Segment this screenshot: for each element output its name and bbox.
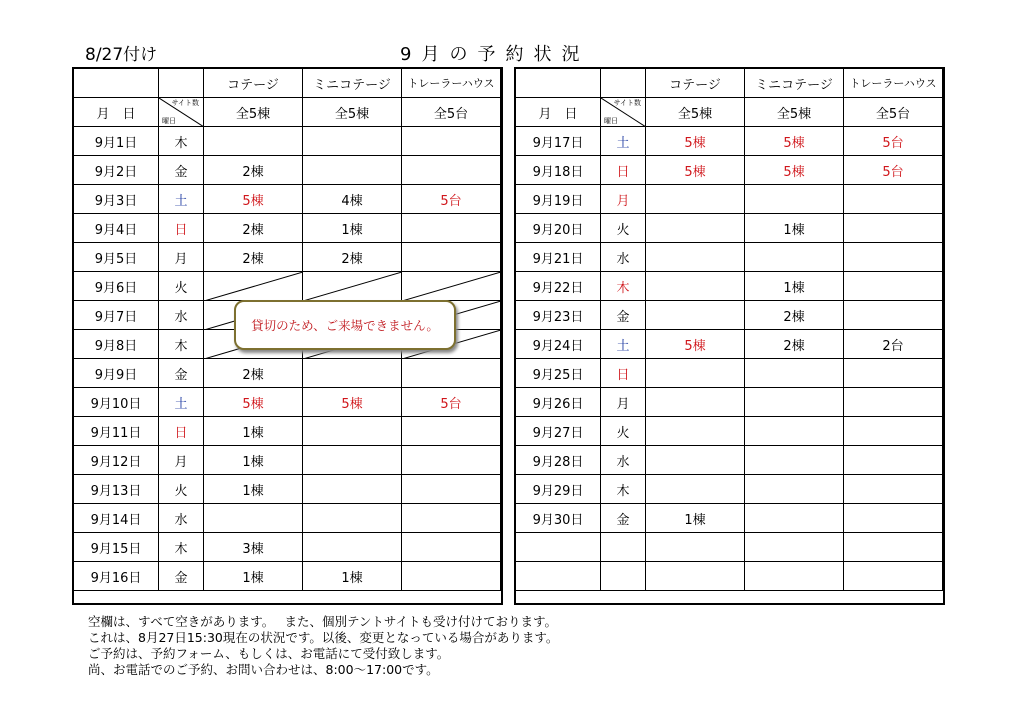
weekday-cell: 金	[159, 156, 204, 185]
cottage-cell	[204, 127, 303, 156]
table-row	[74, 214, 501, 243]
weekday-cell: 金	[601, 301, 646, 330]
date-cell: 9月20日	[516, 214, 601, 243]
date-cell: 9月26日	[516, 388, 601, 417]
weekday-cell: 日	[601, 359, 646, 388]
table-row	[516, 388, 943, 417]
trailer-cell	[844, 272, 943, 301]
weekday-cell	[601, 562, 646, 591]
mini-cottage-cell: 2棟	[303, 243, 402, 272]
cottage-cell	[646, 533, 745, 562]
sites-label: サイト数	[613, 99, 641, 107]
date-cell: 9月5日	[74, 243, 159, 272]
table-row	[74, 388, 501, 417]
cottage-total: 全5棟	[646, 98, 745, 127]
cottage-cell: 5棟	[646, 330, 745, 359]
trailer-cell	[402, 359, 501, 388]
weekday-cell: 水	[159, 301, 204, 330]
date-cell: 9月16日	[74, 562, 159, 591]
weekday-label: 曜日	[162, 117, 176, 125]
header-blank	[74, 69, 159, 98]
cottage-cell: 2棟	[204, 359, 303, 388]
mini-cottage-cell: 5棟	[745, 156, 844, 185]
mini-cottage-cell	[303, 446, 402, 475]
trailer-cell: 5台	[844, 127, 943, 156]
footer-notes	[88, 614, 558, 678]
table-row	[516, 533, 943, 562]
trailer-cell	[402, 533, 501, 562]
cottage-cell: 1棟	[204, 446, 303, 475]
date-cell: 9月2日	[74, 156, 159, 185]
mini-total: 全5棟	[303, 98, 402, 127]
table-row	[74, 446, 501, 475]
trailer-cell	[844, 301, 943, 330]
trailer-cell	[402, 272, 501, 301]
mini-cottage-cell	[303, 359, 402, 388]
weekday-cell: 月	[601, 185, 646, 214]
date-cell: 9月30日	[516, 504, 601, 533]
mini-cottage-cell	[745, 185, 844, 214]
sites-label: サイト数	[171, 99, 199, 107]
date-cell: 9月19日	[516, 185, 601, 214]
mini-cottage-cell	[745, 243, 844, 272]
table-row	[516, 301, 943, 330]
date-cell: 9月10日	[74, 388, 159, 417]
table-row	[516, 330, 943, 359]
weekday-cell: 木	[159, 533, 204, 562]
weekday-cell: 金	[601, 504, 646, 533]
mini-cottage-cell: 1棟	[745, 214, 844, 243]
date-cell: 9月22日	[516, 272, 601, 301]
weekday-cell: 木	[601, 475, 646, 504]
header-blank	[516, 69, 601, 98]
trailer-cell	[844, 446, 943, 475]
cottage-cell	[646, 417, 745, 446]
table-row	[516, 243, 943, 272]
trailer-cell	[844, 185, 943, 214]
date-cell: 9月7日	[74, 301, 159, 330]
cottage-cell	[646, 272, 745, 301]
private-booking-notice: 貸切のため、ご来場できません。	[234, 300, 456, 350]
weekday-cell: 木	[159, 127, 204, 156]
col-header-trailer-house: トレーラーハウス	[844, 69, 943, 98]
hatch-line	[204, 272, 303, 301]
table-row	[74, 417, 501, 446]
cottage-cell: 3棟	[204, 533, 303, 562]
table-row	[74, 272, 501, 301]
mini-cottage-cell: 1棟	[303, 562, 402, 591]
weekday-cell: 月	[159, 243, 204, 272]
trailer-cell	[844, 562, 943, 591]
cottage-cell	[204, 504, 303, 533]
weekday-cell: 日	[159, 417, 204, 446]
mini-cottage-cell: 2棟	[745, 330, 844, 359]
schedule-table-right	[515, 68, 943, 591]
weekday-cell: 木	[159, 330, 204, 359]
mini-cottage-cell: 2棟	[745, 301, 844, 330]
mini-cottage-cell: 1棟	[303, 214, 402, 243]
cottage-cell	[646, 475, 745, 504]
footer-line: ご予約は、予約フォーム、もしくは、お電話にて受付致します。	[88, 646, 450, 661]
cottage-cell	[646, 562, 745, 591]
table-row	[74, 185, 501, 214]
table-row	[74, 359, 501, 388]
trailer-cell: 5台	[402, 185, 501, 214]
table-row	[74, 243, 501, 272]
date-cell: 9月17日	[516, 127, 601, 156]
table-row	[516, 417, 943, 446]
cottage-cell	[646, 388, 745, 417]
weekday-cell: 日	[159, 214, 204, 243]
weekday-cell: 火	[159, 475, 204, 504]
mini-cottage-cell	[303, 504, 402, 533]
mini-cottage-cell	[303, 533, 402, 562]
weekday-cell: 土	[601, 330, 646, 359]
trailer-cell	[402, 156, 501, 185]
cottage-cell: 1棟	[204, 417, 303, 446]
trailer-cell	[402, 214, 501, 243]
mini-cottage-cell: 5棟	[303, 388, 402, 417]
corner-cell	[159, 98, 204, 127]
weekday-cell: 水	[601, 243, 646, 272]
table-row	[516, 156, 943, 185]
cottage-cell: 5棟	[646, 156, 745, 185]
weekday-cell: 土	[159, 185, 204, 214]
weekday-cell: 月	[159, 446, 204, 475]
date-cell: 9月15日	[74, 533, 159, 562]
table-row	[516, 562, 943, 591]
date-cell: 9月9日	[74, 359, 159, 388]
weekday-cell: 木	[601, 272, 646, 301]
footer-line: これは、8月27日15:30現在の状況です。以後、変更となっている場合があります。	[88, 630, 559, 645]
cottage-cell: 1棟	[204, 562, 303, 591]
weekday-cell: 火	[159, 272, 204, 301]
mini-cottage-cell	[303, 475, 402, 504]
mini-cottage-cell: 5棟	[745, 127, 844, 156]
cottage-total: 全5棟	[204, 98, 303, 127]
col-header-mini-cottage: ミニコテージ	[745, 69, 844, 98]
date-cell	[516, 562, 601, 591]
page-title: 9月の予約状況	[400, 44, 590, 65]
date-cell: 9月11日	[74, 417, 159, 446]
weekday-cell: 土	[159, 388, 204, 417]
date-cell: 9月3日	[74, 185, 159, 214]
table-row	[516, 446, 943, 475]
table-row	[74, 156, 501, 185]
mini-cottage-cell	[745, 504, 844, 533]
weekday-cell: 金	[159, 359, 204, 388]
trailer-cell: 2台	[844, 330, 943, 359]
weekday-label: 曜日	[604, 117, 618, 125]
footer-line: 空欄は、すべて空きがあります。 また、個別テントサイトも受け付けております。	[88, 614, 557, 629]
trailer-cell	[844, 504, 943, 533]
trailer-cell	[402, 127, 501, 156]
date-cell	[516, 533, 601, 562]
cottage-cell	[646, 185, 745, 214]
table-row	[74, 504, 501, 533]
table-row	[74, 475, 501, 504]
cottage-cell	[646, 446, 745, 475]
trailer-cell	[844, 214, 943, 243]
trailer-cell	[844, 417, 943, 446]
mini-cottage-cell: 4棟	[303, 185, 402, 214]
weekday-cell: 土	[601, 127, 646, 156]
cottage-cell: 1棟	[204, 475, 303, 504]
cottage-cell: 2棟	[204, 156, 303, 185]
mini-cottage-cell	[303, 156, 402, 185]
trailer-cell	[402, 504, 501, 533]
header-blank	[159, 69, 204, 98]
trailer-cell	[402, 562, 501, 591]
header-blank	[601, 69, 646, 98]
cottage-cell	[646, 243, 745, 272]
trailer-cell: 5台	[844, 156, 943, 185]
trailer-cell	[844, 475, 943, 504]
date-cell: 9月21日	[516, 243, 601, 272]
cottage-cell: 2棟	[204, 214, 303, 243]
col-header-date: 月 日	[516, 98, 601, 127]
trailer-cell	[844, 243, 943, 272]
mini-cottage-cell	[745, 446, 844, 475]
trailer-cell	[844, 359, 943, 388]
cottage-cell	[646, 214, 745, 243]
date-cell: 9月23日	[516, 301, 601, 330]
mini-cottage-cell	[745, 359, 844, 388]
mini-cottage-cell	[303, 127, 402, 156]
table-row	[516, 214, 943, 243]
trailer-cell	[402, 475, 501, 504]
table-row	[516, 185, 943, 214]
col-header-mini-cottage: ミニコテージ	[303, 69, 402, 98]
table-row	[516, 127, 943, 156]
cottage-cell	[204, 272, 303, 301]
date-cell: 9月4日	[74, 214, 159, 243]
date-cell: 9月6日	[74, 272, 159, 301]
weekday-cell: 日	[601, 156, 646, 185]
trailer-total: 全5台	[402, 98, 501, 127]
mini-cottage-cell	[745, 475, 844, 504]
mini-cottage-cell	[303, 272, 402, 301]
date-cell: 9月29日	[516, 475, 601, 504]
date-cell: 9月27日	[516, 417, 601, 446]
mini-cottage-cell: 1棟	[745, 272, 844, 301]
cottage-cell: 2棟	[204, 243, 303, 272]
cottage-cell: 5棟	[204, 388, 303, 417]
date-cell: 9月13日	[74, 475, 159, 504]
trailer-cell	[844, 533, 943, 562]
trailer-cell	[402, 243, 501, 272]
weekday-cell: 金	[159, 562, 204, 591]
col-header-date: 月 日	[74, 98, 159, 127]
col-header-cottage: コテージ	[646, 69, 745, 98]
footer-line: 尚、お電話でのご予約、お問い合わせは、8:00～17:00です。	[88, 662, 439, 677]
date-cell: 9月18日	[516, 156, 601, 185]
mini-total: 全5棟	[745, 98, 844, 127]
weekday-cell: 水	[601, 446, 646, 475]
trailer-cell	[844, 388, 943, 417]
cottage-cell: 5棟	[204, 185, 303, 214]
col-header-trailer-house: トレーラーハウス	[402, 69, 501, 98]
mini-cottage-cell	[745, 417, 844, 446]
cottage-cell	[646, 359, 745, 388]
corner-cell	[601, 98, 646, 127]
date-label: 8/27付け	[85, 45, 158, 65]
weekday-cell: 火	[601, 214, 646, 243]
mini-cottage-cell	[745, 533, 844, 562]
table-row	[74, 533, 501, 562]
trailer-cell: 5台	[402, 388, 501, 417]
date-cell: 9月1日	[74, 127, 159, 156]
weekday-cell	[601, 533, 646, 562]
cottage-cell: 5棟	[646, 127, 745, 156]
table-row	[516, 475, 943, 504]
trailer-total: 全5台	[844, 98, 943, 127]
table-row	[516, 359, 943, 388]
hatch-line	[402, 272, 501, 301]
trailer-cell	[402, 446, 501, 475]
col-header-cottage: コテージ	[204, 69, 303, 98]
cottage-cell	[646, 301, 745, 330]
date-cell: 9月12日	[74, 446, 159, 475]
mini-cottage-cell	[745, 388, 844, 417]
cottage-cell: 1棟	[646, 504, 745, 533]
hatch-line	[303, 272, 402, 301]
date-cell: 9月25日	[516, 359, 601, 388]
date-cell: 9月24日	[516, 330, 601, 359]
table-row	[74, 562, 501, 591]
weekday-cell: 火	[601, 417, 646, 446]
weekday-cell: 水	[159, 504, 204, 533]
weekday-cell: 月	[601, 388, 646, 417]
trailer-cell	[402, 417, 501, 446]
date-cell: 9月8日	[74, 330, 159, 359]
table-row	[516, 504, 943, 533]
mini-cottage-cell	[745, 562, 844, 591]
table-row	[516, 272, 943, 301]
table-row	[74, 127, 501, 156]
date-cell: 9月28日	[516, 446, 601, 475]
date-cell: 9月14日	[74, 504, 159, 533]
mini-cottage-cell	[303, 417, 402, 446]
